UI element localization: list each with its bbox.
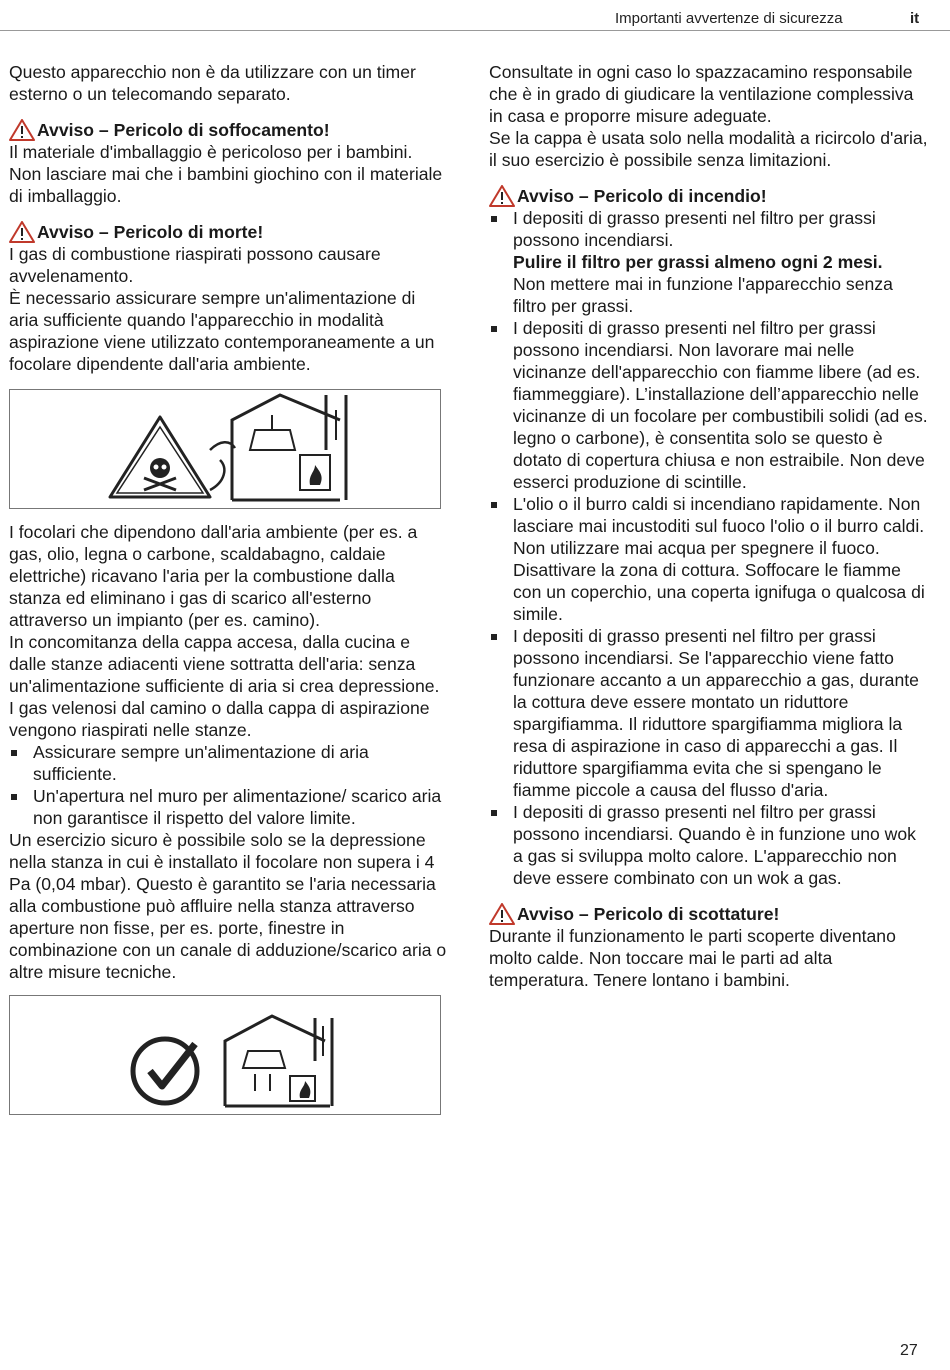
header-language: it <box>910 10 920 27</box>
list-item: I depositi di grasso presenti nel filtro per grassi possono incendiarsi. Non lavorare mai nelle vicinanze dell'apparecchio con fiamme libere (ad es. fiammeggiare). L’installazione dell’apparecchio nelle vicinanze di un focolare per combustibili solidi (ad es. legno o carbone), è consentita solo se questo è dotato di copertura chiusa e non estraibile. Non deve esserci produzione di scintille. <box>489 317 929 493</box>
list-item: Un'apertura nel muro per alimentazione/ scarico aria non garantisce il rispetto del valore limite. <box>9 785 449 829</box>
header-title: Importanti avvertenze di sicurezza <box>615 10 843 27</box>
warning-death-text-1: I gas di combustione riaspirati possono causare avvelenamento. <box>9 244 381 286</box>
paragraph-concomitanza: In concomitanza della cappa accesa, dalla cucina e dalle stanze adiacenti viene sottratta dell'aria: senza un'alimentazione sufficiente di aria si crea depressione. I gas velenosi dal camino o dalla cappa di aspirazione vengono riaspirati nelle stanze. <box>9 632 440 740</box>
danger-illustration <box>9 389 441 509</box>
warning-burn-text: Durante il funzionamento le parti scoperte diventano molto calde. Non toccare mai le parti ad alta temperatura. Tenere lontano i bambini. <box>489 926 896 990</box>
left-column <box>9 61 449 1125</box>
paragraph-timer: Questo apparecchio non è da utilizzare con un timer esterno o un telecomando separato. <box>9 62 416 104</box>
checkmark-icon <box>133 1039 197 1103</box>
header-divider <box>0 30 950 31</box>
warning-death-title: Avviso – Pericolo di morte! <box>9 221 449 243</box>
left-bullet-list <box>9 741 449 829</box>
paragraph-esercizio: Un esercizio sicuro è possibile solo se la depressione nella stanza in cui è installato il focolare non supera i 4 Pa (0,04 mbar). Questo è garantito se l'aria necessaria alla combustione può affluire nella stanza attraverso aperture non fisse, per es. porte, finestre in combinazione con un canale di adduzione/scarico aria o altre misure tecniche. <box>9 830 447 982</box>
warning-triangle-icon <box>9 119 35 141</box>
ok-illustration <box>9 995 441 1115</box>
warning-triangle-icon <box>489 185 515 207</box>
page-number: 27 <box>900 1342 918 1359</box>
paragraph-spazzacamino: Consultate in ogni caso lo spazzacamino responsabile che è in grado di giudicare la ventilazione complessiva in casa e proporre misure adeguate. <box>489 62 914 126</box>
warning-suffocation-title: Avviso – Pericolo di soffocamento! <box>9 119 449 141</box>
right-column <box>489 61 929 991</box>
house-airflow-icon <box>225 1016 332 1106</box>
house-airflow-icon <box>210 395 346 500</box>
skull-danger-icon <box>110 417 210 497</box>
fire-bullet-list <box>489 207 929 889</box>
warning-burn-title: Avviso – Pericolo di scottature! <box>489 903 929 925</box>
list-item: I depositi di grasso presenti nel filtro per grassi possono incendiarsi. Quando è in funzione uno wok a gas si sviluppa molto calore. L'apparecchio non deve essere combinato con un wok a gas. <box>489 801 929 889</box>
warning-death-text-2: È necessario assicurare sempre un'alimentazione di aria sufficiente quando l'apparecchio in modalità aspirazione viene utilizzato contemporaneamente a un focolare dipendente dall'aria ambiente. <box>9 288 435 374</box>
bold-instruction: Pulire il filtro per grassi almeno ogni 2 mesi. <box>513 252 883 272</box>
list-item: Assicurare sempre un'alimentazione di aria sufficiente. <box>9 741 449 785</box>
warning-fire-title: Avviso – Pericolo di incendio! <box>489 185 929 207</box>
page-header <box>0 8 950 30</box>
warning-triangle-icon <box>9 221 35 243</box>
paragraph-ricircolo: Se la cappa è usata solo nella modalità a ricircolo d'aria, il suo esercizio è possibile senza limitazioni. <box>489 128 928 170</box>
list-item: I depositi di grasso presenti nel filtro per grassi possono incendiarsi. Se l'apparecchio viene fatto funzionare accanto a un apparecchio a gas, durante la cottura deve essere montato un riduttore spargifiamma. Il riduttore spargifiamma migliora la resa di aspirazione in caso di apparecchi a gas. Il riduttore spargifiamma evita che si spengano le fiamme piccole a causa del flusso d'aria. <box>489 625 929 801</box>
warning-triangle-icon <box>489 903 515 925</box>
list-item: L'olio o il burro caldi si incendiano rapidamente. Non lasciare mai incustoditi sul fuoco l'olio o il burro caldi. Non utilizzare mai acqua per spegnere il fuoco. Disattivare la zona di cottura. Soffocare le fiamme con un coperchio, una coperta ignifuga o qualcosa di simile. <box>489 493 929 625</box>
warning-suffocation-text: Il materiale d'imballaggio è pericoloso per i bambini. Non lasciare mai che i bambini giochino con il materiale di imballaggio. <box>9 142 443 206</box>
paragraph-focolari: I focolari che dipendono dall'aria ambiente (per es. a gas, olio, legna o carbone, scaldabagno, caldaie elettriche) ricavano l'aria per la combustione dalla stanza ed eliminano i gas di scarico all'esterno attraverso un impianto (per es. camino). <box>9 522 418 630</box>
list-item: I depositi di grasso presenti nel filtro per grassi possono incendiarsi. Pulire il filtro per grassi almeno ogni 2 mesi. Non mettere mai in funzione l'apparecchio senza filtro per grassi. <box>489 207 929 317</box>
